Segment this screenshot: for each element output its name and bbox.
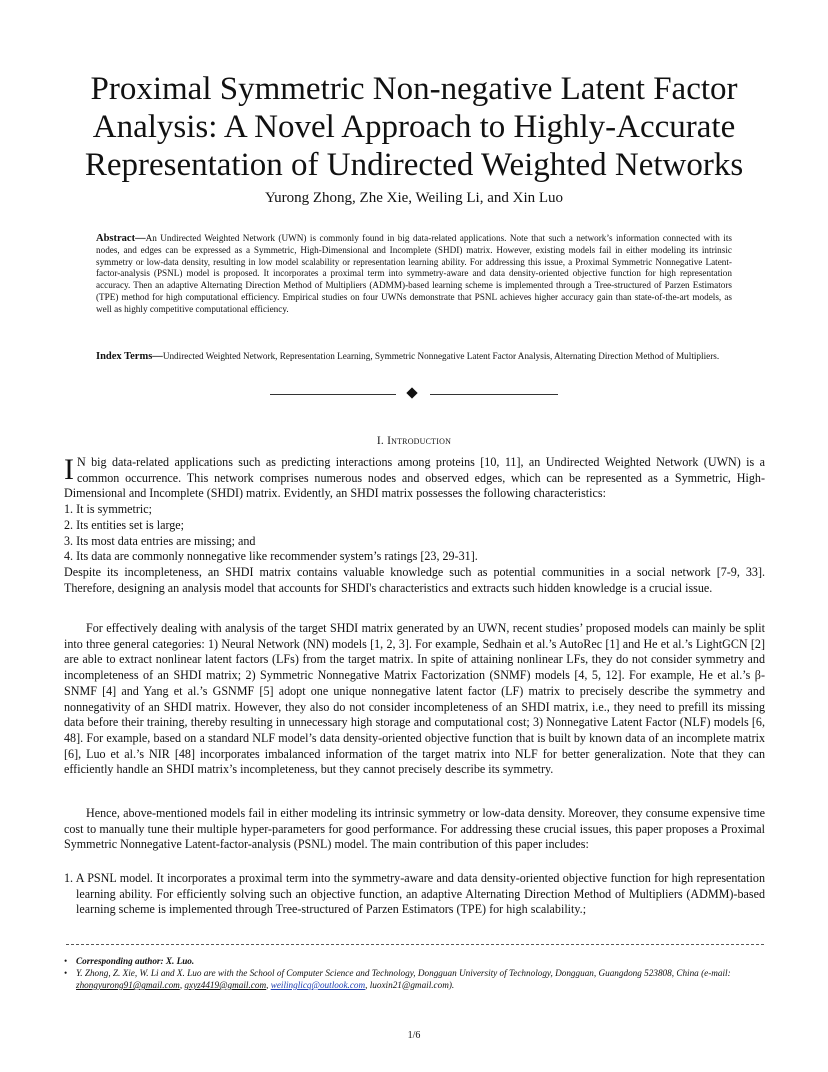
affiliation-close: ). xyxy=(448,980,455,990)
index-terms-text: Undirected Weighted Network, Representation Learning, Symmetric Nonnegative Latent Factor Analysis, Alternating Direction Method of Multipliers. xyxy=(162,351,720,361)
intro-block-1 xyxy=(64,455,765,596)
intro-block-2 xyxy=(64,621,765,778)
page-number: 1/6 xyxy=(407,1030,421,1041)
footnote-rule xyxy=(66,944,764,945)
drop-cap: I xyxy=(64,453,74,486)
section-separator xyxy=(0,387,828,401)
section-number: I. xyxy=(376,435,384,447)
corresponding-author: Corresponding author: X. Luo. xyxy=(76,956,195,966)
list-item: 4. Its data are commonly nonnegative like recommender system’s ratings [23, 29-31]. xyxy=(64,549,478,564)
index-terms xyxy=(96,351,732,363)
abstract xyxy=(96,233,732,316)
affiliation-text: Y. Zhong, Z. Xie, W. Li and X. Luo are with the School of Computer Science and Technology, Dongguan University of Technology, Dongguan, Guangdong 523808, China (e-mail: xyxy=(76,968,731,978)
separator-line-left xyxy=(270,394,396,395)
abstract-text: An Undirected Weighted Network (UWN) is commonly found in big data-related applications. Note that such a network’s information connected with its nodes, and edges can be expressed as a Symmetric, High-Dimensional and Incomplete (SHDI) matrix. However, existing models fail in either modeling its intrinsic symmetry or low-data density, resulting in low model scalability or representation learning ability. For addressing this issue, a Proximal Symmetric Nonnegative Latent-factor-analysis (PSNL) model is proposed. It incorporates a proximal term into symmetry-aware and data density-oriented objective function for high representation accuracy. Then an adaptive Alternating Direction Method of Multipliers (ADMM)-based learning scheme is implemented through a Tree-structured of Parzen Estimators (TPE) method for high computational efficiency. Empirical studies on four UWNs demonstrate that PSNL achieves higher accuracy gain than state-of-the-art models, as well as highly competitive computational efficiency. xyxy=(96,233,732,314)
intro-paragraph-1b: Despite its incompleteness, an SHDI matrix contains valuable knowledge such as potential communities in a social network [7-9, 33]. Therefore, designing an analysis model that accounts for SHDI's characteristics and extracts such hidden knowledge is a crucial issue. xyxy=(64,564,765,595)
title-line-2: Analysis: A Novel Approach to Highly-Accurate xyxy=(92,109,736,145)
footnote-corresponding xyxy=(64,955,765,967)
intro-paragraph-2: For effectively dealing with analysis of the target SHDI matrix generated by an UWN, recent studies’ proposed models can mainly be split into three general categories: 1) Neural Network (NN) models [1, 2, 3]. For example, Sedhain et al.’s AutoRec [1] and He et al.’s LightGCN [2] are able to extract nonlinear latent factors (LFs) from the target matrix. In spite of attaining nonlinear LFs, they do not consider symmetry and incompleteness of an SHDI matrix; 2) Symmetric Nonnegative Matrix Factorization (SNMF) models [4, 5, 12]. For example, He et al.’s β-SNMF [4] and Yang et al.’s GSNMF [5] adopt one unique nonnegative latent factor (LF) matrix to precisely describe the symmetry and nonnegativity of an SHDI matrix. However, they also do not consider incompleteness of an SHDI matrix, i.e., they need to prefill its missing data before their training, thereby resulting in unnecessary high storage and computational cost; 3) Nonnegative Latent Factor (NLF) models [6, 48]. For example, based on a standard NLF model’s data density-oriented objective function that is built by known data of an incomplete matrix [6], Luo et al.’s NIR [48] incorporates imbalanced information of the target matrix into NLF for better generalization. Note that they can efficiently handle an SHDI matrix’s incompleteness, but they cannot precisely describe its symmetry. xyxy=(64,621,765,777)
intro-paragraph-3: Hence, above-mentioned models fail in either modeling its intrinsic symmetry or low-data density. Moreover, they consume expensive time cost to manually tune their multiple hyper-parameters for good performance. For addressing these crucial issues, this paper proposes a Proximal Symmetric Nonnegative Latent-factor-analysis (PSNL) model. The main contribution of this paper includes: xyxy=(64,806,765,852)
email-link-1[interactable]: zhongyurong91@gmail.com xyxy=(76,980,180,990)
index-terms-label: Index Terms— xyxy=(96,351,163,362)
intro-paragraph-1 xyxy=(64,455,765,502)
list-item: 2. Its entities set is large; xyxy=(64,517,185,532)
paper-title xyxy=(60,70,768,184)
intro-paragraph-1-text: N big data-related applications such as predicting interactions among proteins [10, 11], an Undirected Weighted Network (UWN) is a common occurrence. This network comprises numerous nodes and observed edges, which can be represented as a Symmetric, High-Dimensional and Incomplete (SHDI) matrix. Evidently, an SHDI matrix possesses the following characteristics: xyxy=(64,455,765,501)
title-line-3: Representation of Undirected Weighted Networks xyxy=(84,147,744,183)
separator-line-right xyxy=(430,394,558,395)
footnote-affiliation: • Y. Zhong, Z. Xie, W. Li and X. Luo are with the School of Computer Science and Technology, Dongguan University of Technology, Dongguan, Guangdong 523808, China (e-mail: zhongyurong91@gmail.com, gxyz4419@gmail.com, weilinglicq@outlook.com, luoxin21@gmail.com). xyxy=(64,967,765,991)
footnotes xyxy=(64,955,765,991)
intro-block-3 xyxy=(64,806,765,853)
list-item: 1. It is symmetric; xyxy=(64,502,153,517)
section-heading xyxy=(60,435,768,447)
email-link-3[interactable]: weilinglicq@outlook.com xyxy=(270,980,366,990)
diamond-icon xyxy=(406,387,417,398)
abstract-label: Abstract— xyxy=(96,233,146,244)
author-list: Yurong Zhong, Zhe Xie, Weiling Li, and Xin Luo xyxy=(264,190,564,206)
contribution-item-1: 1. A PSNL model. It incorporates a proximal term into the symmetry-aware and data density-oriented objective function for high representation learning ability. For efficiently solving such an objective function, an adaptive Alternating Direction Method of Multipliers (ADMM)-based learning scheme is implemented through Tree-structured of Parzen Estimators (TPE) for high scalability.; xyxy=(64,871,765,917)
email-link-4[interactable]: luoxin21@gmail.com xyxy=(369,980,449,990)
list-item: 3. Its most data entries are missing; and xyxy=(64,533,256,548)
contribution-list xyxy=(64,871,765,918)
email-link-2[interactable]: gxyz4419@gmail.com xyxy=(184,980,267,990)
section-title: Introduction xyxy=(387,435,452,447)
title-line-1: Proximal Symmetric Non-negative Latent Factor xyxy=(90,71,738,107)
